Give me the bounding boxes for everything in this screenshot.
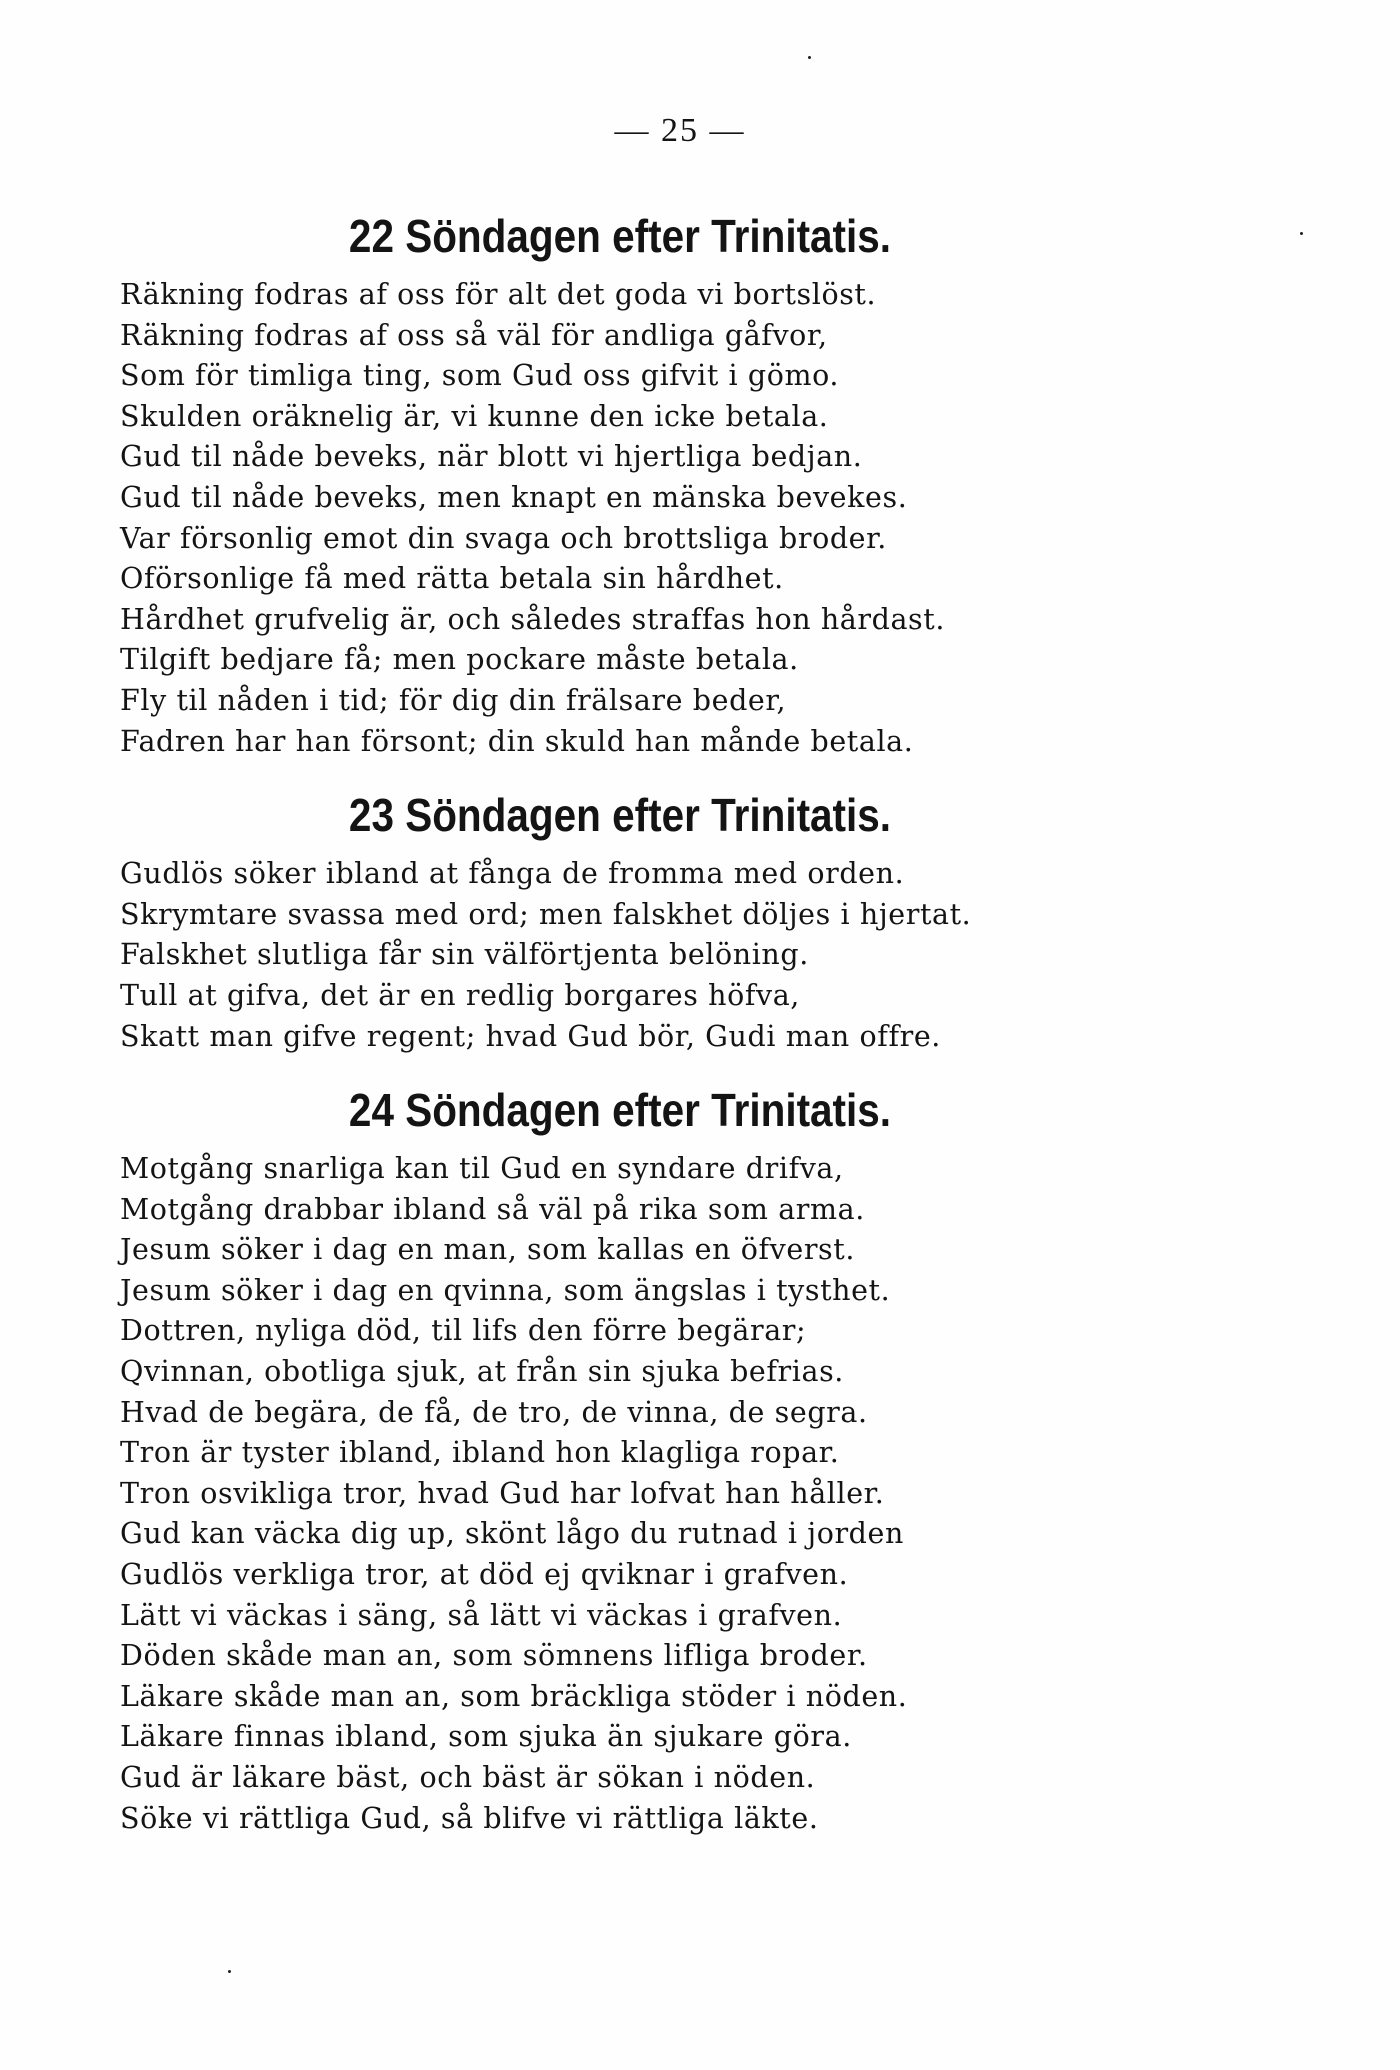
verse-line: Söke vi rättliga Gud, så blifve vi rättliga läkte.: [120, 1801, 819, 1835]
speck-mark: [808, 56, 811, 59]
verse-line: Motgång drabbar ibland så väl på rika som arma.: [120, 1192, 865, 1226]
speck-mark: [228, 1970, 231, 1973]
section-heading: 24 Söndagen efter Trinitatis.: [348, 1084, 892, 1137]
verse-line: Läkare finnas ibland, som sjuka än sjukare göra.: [120, 1720, 852, 1754]
verse-line: Jesum söker i dag en qvinna, som ängslas i tysthet.: [120, 1273, 891, 1307]
verse-line: Fadren har han försont; din skuld han månde betala.: [120, 724, 914, 758]
verse-line: Var försonlig emot din svaga och brottsliga broder.: [120, 521, 887, 555]
section-heading: 22 Söndagen efter Trinitatis.: [348, 210, 892, 262]
verse-line: Gudlös söker ibland at fånga de fromma med orden.: [120, 857, 905, 891]
verse-line: Gud til nåde beveks, men knapt en mänska bevekes.: [120, 480, 908, 514]
verse-line: Fly til nåden i tid; för dig din frälsare beder,: [120, 683, 787, 717]
section-24: [120, 1079, 1120, 1839]
verse-line: Tull at gifva, det är en redlig borgares höfva,: [120, 978, 800, 1012]
verse-line: Skulden oräknelig är, vi kunne den icke betala.: [120, 399, 829, 433]
verse-line: Skatt man gifve regent; hvad Gud bör, Gudi man offre.: [120, 1019, 941, 1053]
verse-line: Räkning fodras af oss så väl för andliga gåfvor,: [120, 318, 828, 352]
verse-line: Gud är läkare bäst, och bäst är sökan i nöden.: [120, 1761, 816, 1794]
verse-line: Döden skåde man an, som sömnens lifliga broder.: [120, 1639, 868, 1673]
verse-line: Räkning fodras af oss för alt det goda vi bortslöst.: [120, 278, 877, 311]
verse-line: Tron är tyster ibland, ibland hon klagliga ropar.: [120, 1436, 840, 1470]
verse-line: Qvinnan, obotliga sjuk, at från sin sjuka befrias.: [120, 1355, 844, 1389]
verse-line: Skrymtare svassa med ord; men falskhet döljes i hjertat.: [120, 897, 972, 931]
verse-line: Motgång snarliga kan til Gud en syndare drifva,: [120, 1152, 844, 1186]
page-content: [120, 205, 1120, 1839]
verse-line: Gud til nåde beveks, när blott vi hjertliga bedjan.: [120, 440, 863, 474]
page-number: — 25 —: [614, 112, 746, 149]
verse-line: Tron osvikliga tror, hvad Gud har lofvat han håller.: [120, 1476, 885, 1510]
verse-line: Som för timliga ting, som Gud oss gifvit i gömo.: [120, 359, 840, 393]
verse-line: Hvad de begära, de få, de tro, de vinna, de segra.: [120, 1395, 868, 1429]
section-22: [120, 205, 1120, 784]
verse-line: Oförsonlige få med rätta betala sin hårdhet.: [120, 562, 784, 596]
verse-line: Dottren, nyliga död, til lifs den förre begärar;: [120, 1314, 807, 1348]
verse-line: Hårdhet grufvelig är, och således straffas hon hårdast.: [120, 602, 945, 636]
verse-line: Läkare skåde man an, som bräckliga stöder i nöden.: [120, 1679, 908, 1713]
verse-line: Jesum söker i dag en man, som kallas en öfverst.: [120, 1233, 855, 1267]
verse-line: Gudlös verkliga tror, at död ej qviknar i grafven.: [120, 1558, 849, 1592]
section-heading: 23 Söndagen efter Trinitatis.: [348, 789, 892, 842]
verse-line: Tilgift bedjare få; men pockare måste betala.: [120, 643, 799, 677]
verse-line: Lätt vi väckas i säng, så lätt vi väckas i grafven.: [120, 1598, 843, 1632]
section-23: [120, 784, 1120, 1079]
verse-line: Gud kan väcka dig up, skönt lågo du rutnad i jorden: [120, 1517, 904, 1551]
speck-mark: [1300, 232, 1303, 235]
verse-line: Falskhet slutliga får sin välförtjenta belöning.: [120, 938, 809, 972]
